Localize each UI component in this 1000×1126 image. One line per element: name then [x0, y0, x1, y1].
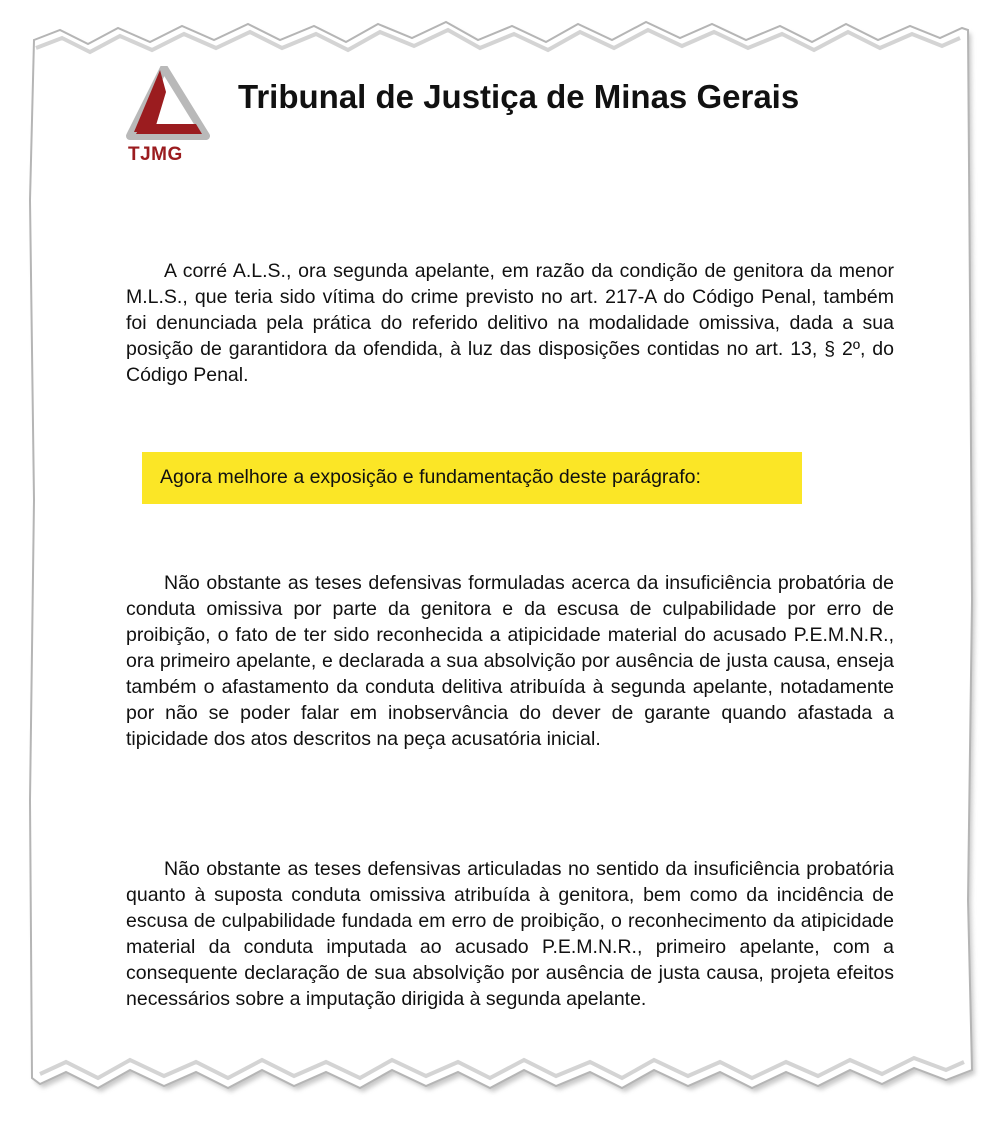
original-paragraph: A corré A.L.S., ora segunda apelante, em razão da condição de genitora da menor M.L.S., que teria sido vítima do crime previsto no art. 217-A do Código Penal, também foi denunciada pela prática do referido delitivo na modalidade omissiva, dada a sua posição de garantidora da ofendida, à luz das disposições contidas no art. 13, § 2º, do Código Penal.: [126, 260, 894, 386]
logo-text: TJMG: [128, 144, 183, 165]
court-title: Tribunal de Justiça de Minas Gerais: [238, 78, 800, 115]
instruction-text: Agora melhore a exposição e fundamentação deste parágrafo:: [160, 466, 701, 488]
draft-paragraph: Não obstante as teses defensivas formuladas acerca da insuficiência probatória de conduta omissiva por parte da genitora e da escusa de culpabilidade por erro de proibição, o fato de ter sido reconhecida a atipicidade material do acusado P.E.M.N.R., ora primeiro apelante, e declarada a sua absolvição por ausência de justa causa, enseja também o afastamento da conduta delitiva atribuída à segunda apelante, notadamente por não se poder falar em inobservância do dever de garante quando afastada a tipicidade dos atos descritos na peça acusatória inicial.: [126, 572, 894, 750]
improved-paragraph: Não obstante as teses defensivas articuladas no sentido da insuficiência probatória quanto à suposta conduta omissiva atribuída à genitora, bem como da incidência de escusa de culpabilidade fundada em erro de proibição, o reconhecimento da atipicidade material da conduta imputada ao acusado P.E.M.N.R., primeiro apelante, com a consequente declaração de sua absolvição por ausência de justa causa, projeta efeitos necessários sobre a imputação dirigida à segunda apelante.: [126, 858, 894, 1010]
